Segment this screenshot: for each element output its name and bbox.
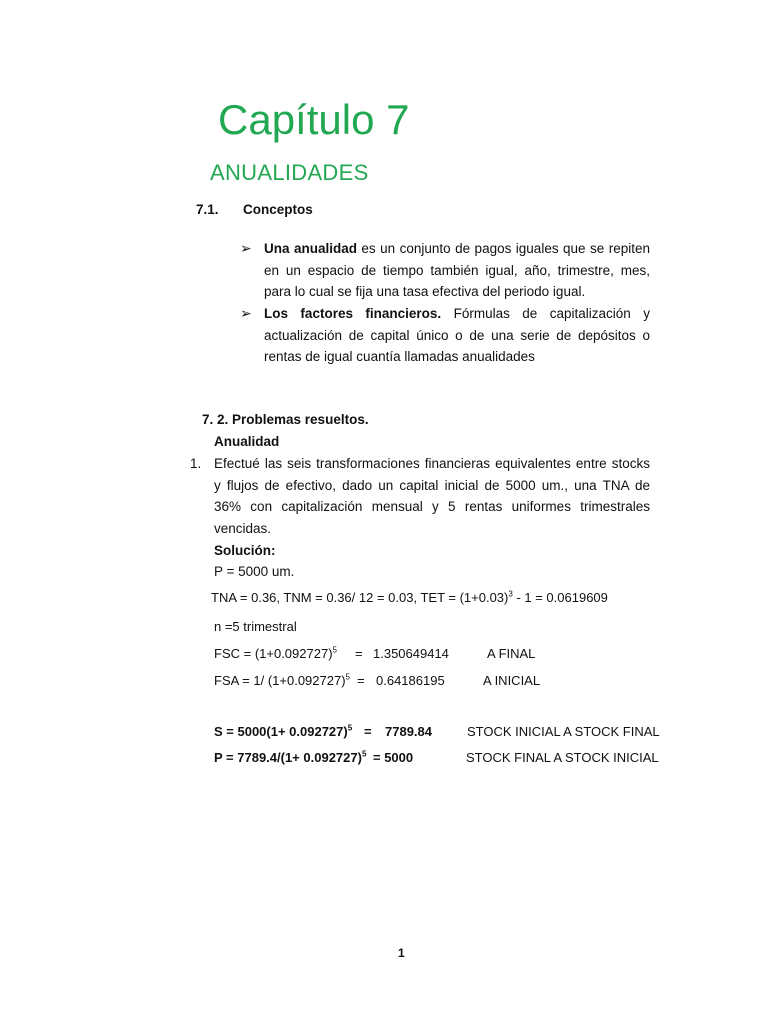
section-2-title: 7. 2. Problemas resueltos.	[202, 412, 369, 427]
problem-line: y flujos de efectivo, dado un capital inicial de 5000 um., una TNA de	[214, 477, 650, 493]
bullet-term: Los factores financieros.	[264, 306, 442, 321]
bullet-text: para lo cual se fija una tasa efectiva del periodo igual.	[264, 284, 586, 300]
fsc-formula: FSC = $(1+0.092727)^5$	[214, 645, 337, 661]
fsc-equals: =	[355, 646, 363, 661]
bullet-text: actualización de capital único o de una serie de depósitos o	[264, 327, 650, 343]
fsa-value: 0.64186195	[376, 673, 445, 688]
fsc-value: 1.350649414	[373, 646, 449, 661]
fsa-label: A INICIAL	[483, 673, 541, 688]
section-2-subtitle: Anualidad	[214, 434, 280, 449]
problem-number: 1.	[190, 456, 202, 471]
stock-final-value: 7789.84	[385, 724, 432, 739]
section-title: Conceptos	[243, 202, 313, 217]
arrow-bullet-icon: ➢	[240, 240, 252, 256]
problem-line: vencidas.	[214, 520, 272, 536]
fsc-label: A FINAL	[487, 646, 536, 661]
arrow-bullet-icon: ➢	[240, 305, 252, 321]
bullet-text: Fórmulas de capitalización y	[441, 306, 650, 321]
chapter-title: Capítulo 7	[218, 96, 410, 143]
stock-initial-value: = 5000	[373, 750, 414, 765]
section-heading: ANUALIDADES	[210, 160, 369, 185]
problem-statement	[190, 453, 650, 539]
bullet-item	[240, 303, 650, 368]
rates-formula: TNA = 0.36, TNM = 0.36/ 12 = 0.03, TET = $(1+0.03)^3 - 1 = 0.0619609$	[211, 589, 608, 605]
fsa-equals: =	[357, 673, 365, 688]
problem-line: Efectué las seis transformaciones financieras equivalentes entre stocks	[214, 456, 650, 471]
section-number: 7.1.	[196, 202, 219, 217]
stock-initial-formula: $P = 7789.4/(1+ 0.092727)^5$	[214, 749, 367, 765]
page-number: 1	[398, 946, 405, 960]
periods-line: n =5 trimestral	[214, 619, 297, 634]
stock-final-equals: =	[364, 724, 372, 739]
fsa-formula: FSA = 1/ $(1+0.092727)^5$	[214, 672, 350, 688]
stock-final-formula: $S = 5000(1+ 0.092727)^5$	[214, 723, 353, 739]
principal-line: P = 5000 um.	[214, 564, 295, 579]
bullet-term: Una anualidad	[264, 241, 357, 256]
bullet-item	[240, 238, 650, 303]
bullet-text: rentas de igual cuantía llamadas anualidades	[264, 349, 535, 365]
problem-line: 36% con capitalización mensual y 5 rentas uniformes trimestrales	[214, 499, 650, 515]
stock-initial-label: STOCK FINAL A STOCK INICIAL	[466, 750, 659, 765]
bullet-text: es un conjunto de pagos iguales que se repiten	[356, 241, 650, 256]
solution-label: Solución:	[214, 543, 276, 558]
stock-final-label: STOCK INICIAL A STOCK FINAL	[467, 724, 660, 739]
bullet-text: en un espacio de tiempo también igual, año, trimestre, mes,	[264, 262, 650, 278]
